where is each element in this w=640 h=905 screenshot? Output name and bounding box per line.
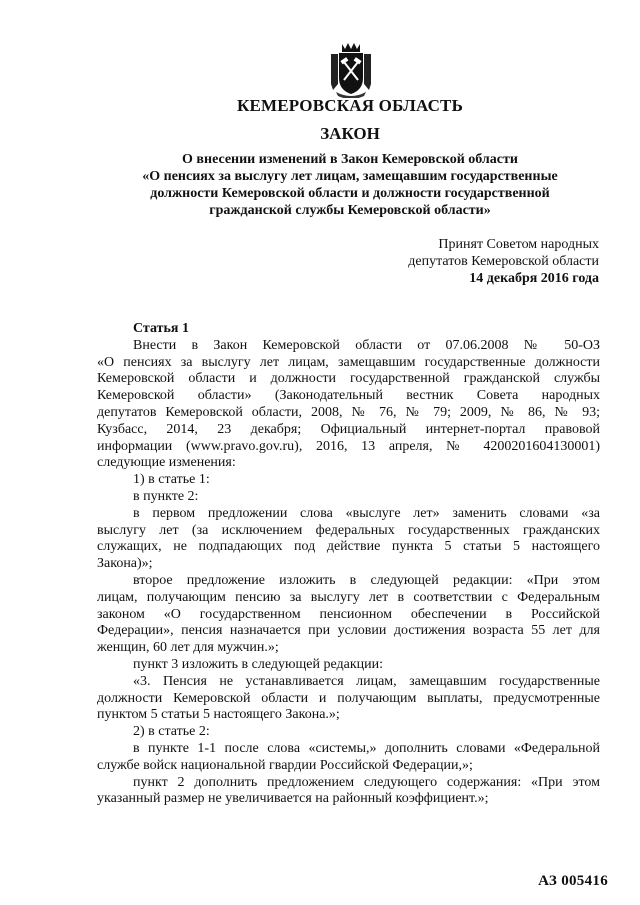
body-line: должности Кемеровской области и получающим выплаты, предусмотренные [97, 690, 600, 706]
body-line: Закона)»; [97, 556, 153, 572]
law-title-line: «О пенсиях за выслугу лет лицам, замещавшим государственные [142, 169, 558, 184]
article-heading: Статья 1 [133, 321, 189, 336]
body-line: в пункте 1-1 после слова «системы,» дополнить словами «Федеральной [133, 740, 600, 756]
law-title-line: О внесении изменений в Закон Кемеровской области [182, 152, 518, 167]
body-line: 1) в статье 1: [133, 472, 210, 488]
body-line: указанный размер не увеличивается на районный коэффициент.»; [97, 791, 489, 807]
body-line: лицам, получающим пенсию за выслугу лет в соответствии с Федеральным [97, 589, 600, 605]
body-line: Кемеровской области и должности государственной гражданской службы [97, 371, 600, 387]
law-title-line: должности Кемеровской области и должности государственной [150, 186, 550, 201]
body-line: пункт 2 дополнить предложением следующего содержания: «При этом [133, 774, 600, 790]
body-line: пунктом 5 статьи 5 настоящего Закона.»; [97, 707, 340, 723]
body-line: служащих, не подпадающих под действие пункта 5 статьи 5 настоящего [97, 539, 600, 555]
adoption-date: 14 декабря 2016 года [469, 271, 599, 286]
body-line: депутатов Кемеровской области, 2008, № 76, № 79; 2009, № 86, № 93; [97, 404, 600, 420]
body-line: Кемеровской области» (Законодательный вестник Совета народных [97, 388, 600, 404]
body-line: женщин, 60 лет для мужчин.»; [97, 640, 279, 656]
body-line: службе войск национальной гвардии Российской Федерации,»; [97, 757, 473, 773]
body-line: Кузбасс, 2014, 23 декабря; Официальный интернет-портал правовой [97, 421, 600, 437]
body-line: второе предложение изложить в следующей редакции: «При этом [133, 572, 600, 588]
adoption-block [408, 236, 599, 287]
law-title-line: гражданской службы Кемеровской области» [209, 203, 491, 218]
body-line: следующие изменения: [97, 455, 236, 471]
body-line: в пункте 2: [133, 488, 199, 504]
region-heading: КЕМЕРОВСКАЯ ОБЛАСТЬ [236, 96, 464, 115]
adoption-line: депутатов Кемеровской области [408, 254, 599, 269]
body-line: законом «О государственном пенсионном обеспечении в Российской [97, 606, 600, 622]
body-line: Внести в Закон Кемеровской области от 07.06.2008 № 50-ОЗ [133, 337, 600, 353]
coat-of-arms-emblem [328, 40, 374, 98]
law-title [30, 151, 640, 219]
article-body [97, 321, 600, 808]
body-line: «О пенсиях за выслугу лет лицам, замещавшим государственные должности [97, 354, 600, 370]
body-line: в первом предложении слова «выслуге лет» заменить словами «за [133, 505, 600, 521]
document-type-heading: ЗАКОН [320, 124, 380, 143]
body-line: «3. Пенсия не устанавливается лицам, замещавшим государственные [133, 673, 600, 689]
serial-number: АЗ 005416 [538, 873, 608, 889]
body-line: Федерации», пенсия назначается при условии достижения возраста 55 лет для [97, 623, 600, 639]
body-line: пункт 3 изложить в следующей редакции: [133, 656, 383, 672]
body-line: выслугу лет (за исключением федеральных государственных гражданских [97, 522, 600, 538]
body-line: 2) в статье 2: [133, 724, 210, 740]
adoption-line: Принят Советом народных [438, 237, 599, 252]
body-line: информации (www.pravo.gov.ru), 2016, 13 апреля, № 4200201604130001) [97, 438, 600, 454]
